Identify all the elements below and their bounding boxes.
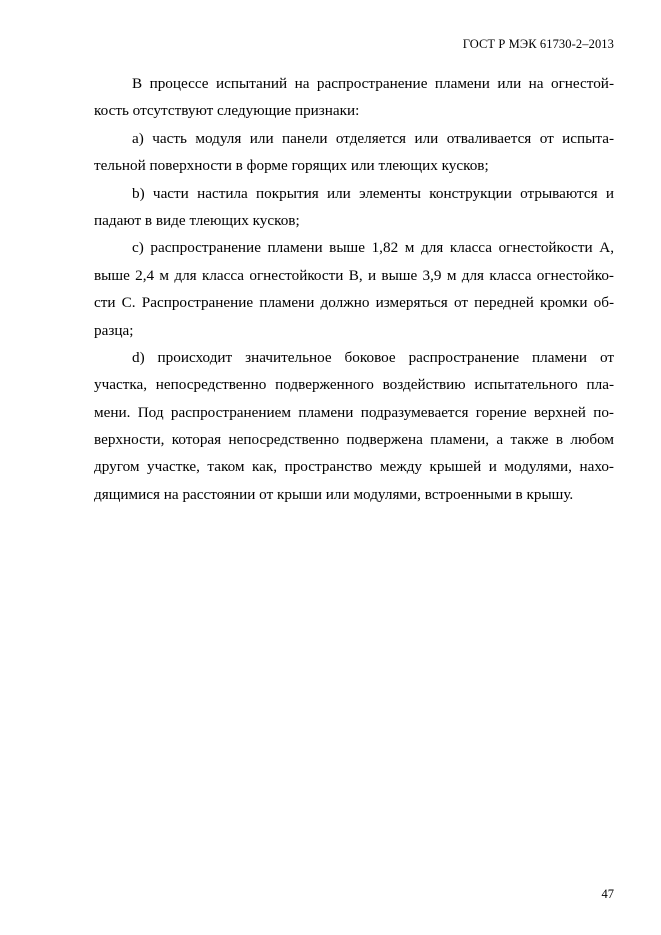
paragraph-4-line-2: выше 2,4 м для класса огнестойкости В, и выше 3,9 м для класса огнестойко- bbox=[94, 266, 614, 284]
paragraph-4-line-4: разца; bbox=[94, 321, 134, 339]
document-header: ГОСТ Р МЭК 61730-2–2013 bbox=[462, 37, 614, 51]
paragraph-5-line-1: d) происходит значительное боковое распространение пламени от bbox=[132, 348, 614, 366]
document-body bbox=[94, 70, 614, 508]
paragraph-1-line-2: кость отсутствуют следующие признаки: bbox=[94, 102, 360, 120]
paragraph-4-line-1: с) распространение пламени выше 1,82 м для класса огнестойкости А, bbox=[132, 239, 614, 257]
paragraph-3-line-1: b) части настила покрытия или элементы конструкции отрываются и bbox=[132, 184, 614, 202]
paragraph-5-line-6: дящимися на расстоянии от крыши или модулями, встроенными в крышу. bbox=[94, 485, 574, 503]
paragraph-3-line-2: падают в виде тлеющих кусков; bbox=[94, 211, 300, 229]
paragraph-2-line-2: тельной поверхности в форме горящих или тлеющих кусков; bbox=[94, 157, 489, 175]
paragraph-5-line-3: мени. Под распространением пламени подразумевается горение верхней по- bbox=[94, 403, 614, 421]
paragraph-5-line-2: участка, непосредственно подверженного воздействию испытательного пла- bbox=[94, 376, 614, 394]
paragraph-5-line-5: другом участке, таком как, пространство между крышей и модулями, нахо- bbox=[94, 458, 614, 476]
paragraph-1-line-1: В процессе испытаний на распространение пламени или на огнестой- bbox=[132, 75, 614, 92]
paragraph-4-line-3: сти С. Распространение пламени должно измеряться от передней кромки об- bbox=[94, 294, 614, 312]
paragraph-5-line-4: верхности, которая непосредственно подвержена пламени, а также в любом bbox=[94, 431, 614, 449]
paragraph-2-line-1: а) часть модуля или панели отделяется или отваливается от испыта- bbox=[132, 129, 614, 147]
page-number: 47 bbox=[601, 887, 614, 901]
